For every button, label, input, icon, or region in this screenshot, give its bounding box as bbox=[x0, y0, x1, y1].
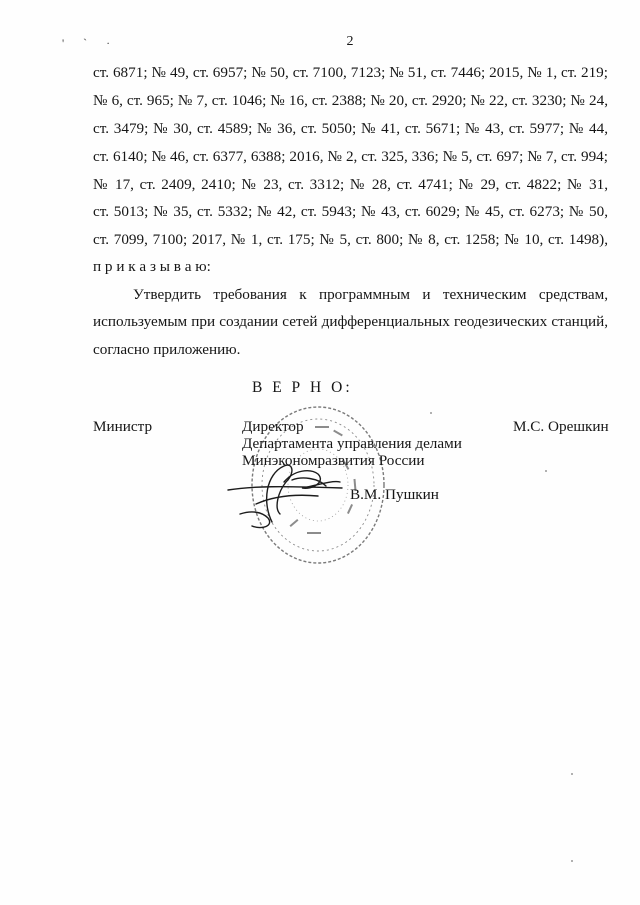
scan-dot bbox=[545, 470, 547, 472]
director-ministry: Минэкономразвития России bbox=[242, 452, 425, 469]
approve-line-1: Утвердить требования к программным и техническим средствам, bbox=[133, 286, 608, 303]
body-line-5: № 17, ст. 2409, 2410; № 23, ст. 3312; № 28, ст. 4741; № 29, ст. 4822; № 31, bbox=[93, 176, 608, 193]
director-department: Департамента управления делами bbox=[242, 435, 462, 452]
page-number: 2 bbox=[346, 34, 354, 49]
verno-heading: В Е Р Н О: bbox=[252, 379, 353, 396]
body-line-2: № 6, ст. 965; № 7, ст. 1046; № 16, ст. 2388; № 20, ст. 2920; № 22, ст. 3230; № 24, bbox=[93, 92, 608, 109]
body-line-7: ст. 7099, 7100; 2017, № 1, ст. 175; № 5, ст. 800; № 8, ст. 1258; № 10, ст. 1498), bbox=[93, 231, 608, 248]
scan-dot bbox=[430, 412, 432, 414]
minister-label: Министр bbox=[93, 418, 153, 435]
scan-dot bbox=[571, 773, 573, 775]
body-line-4: ст. 6140; № 46, ст. 6377, 6388; 2016, № 2, ст. 325, 336; № 5, ст. 697; № 7, ст. 994; bbox=[93, 148, 608, 165]
director-title: Директор bbox=[242, 418, 304, 435]
approve-line-2: используемым при создании сетей дифференциальных геодезических станций, bbox=[93, 313, 608, 330]
body-line-1: ст. 6871; № 49, ст. 6957; № 50, ст. 7100, 7123; № 51, ст. 7446; 2015, № 1, ст. 219; bbox=[93, 64, 608, 81]
body-line-3: ст. 3479; № 30, ст. 4589; № 36, ст. 5050; № 41, ст. 5671; № 43, ст. 5977; № 44, bbox=[93, 120, 608, 137]
scan-dot bbox=[571, 860, 573, 862]
body-line-6: ст. 5013; № 35, ст. 5332; № 42, ст. 5943; № 43, ст. 6029; № 45, ст. 6273; № 50, bbox=[93, 203, 608, 220]
oreshkin-name: М.С. Орешкин bbox=[513, 418, 609, 435]
approve-line-3: согласно приложению. bbox=[93, 341, 241, 358]
order-word: п р и к а з ы в а ю: bbox=[93, 258, 211, 275]
pushkin-name: В.М. Пушкин bbox=[350, 486, 439, 503]
scan-specks: ' ` · bbox=[62, 36, 119, 50]
